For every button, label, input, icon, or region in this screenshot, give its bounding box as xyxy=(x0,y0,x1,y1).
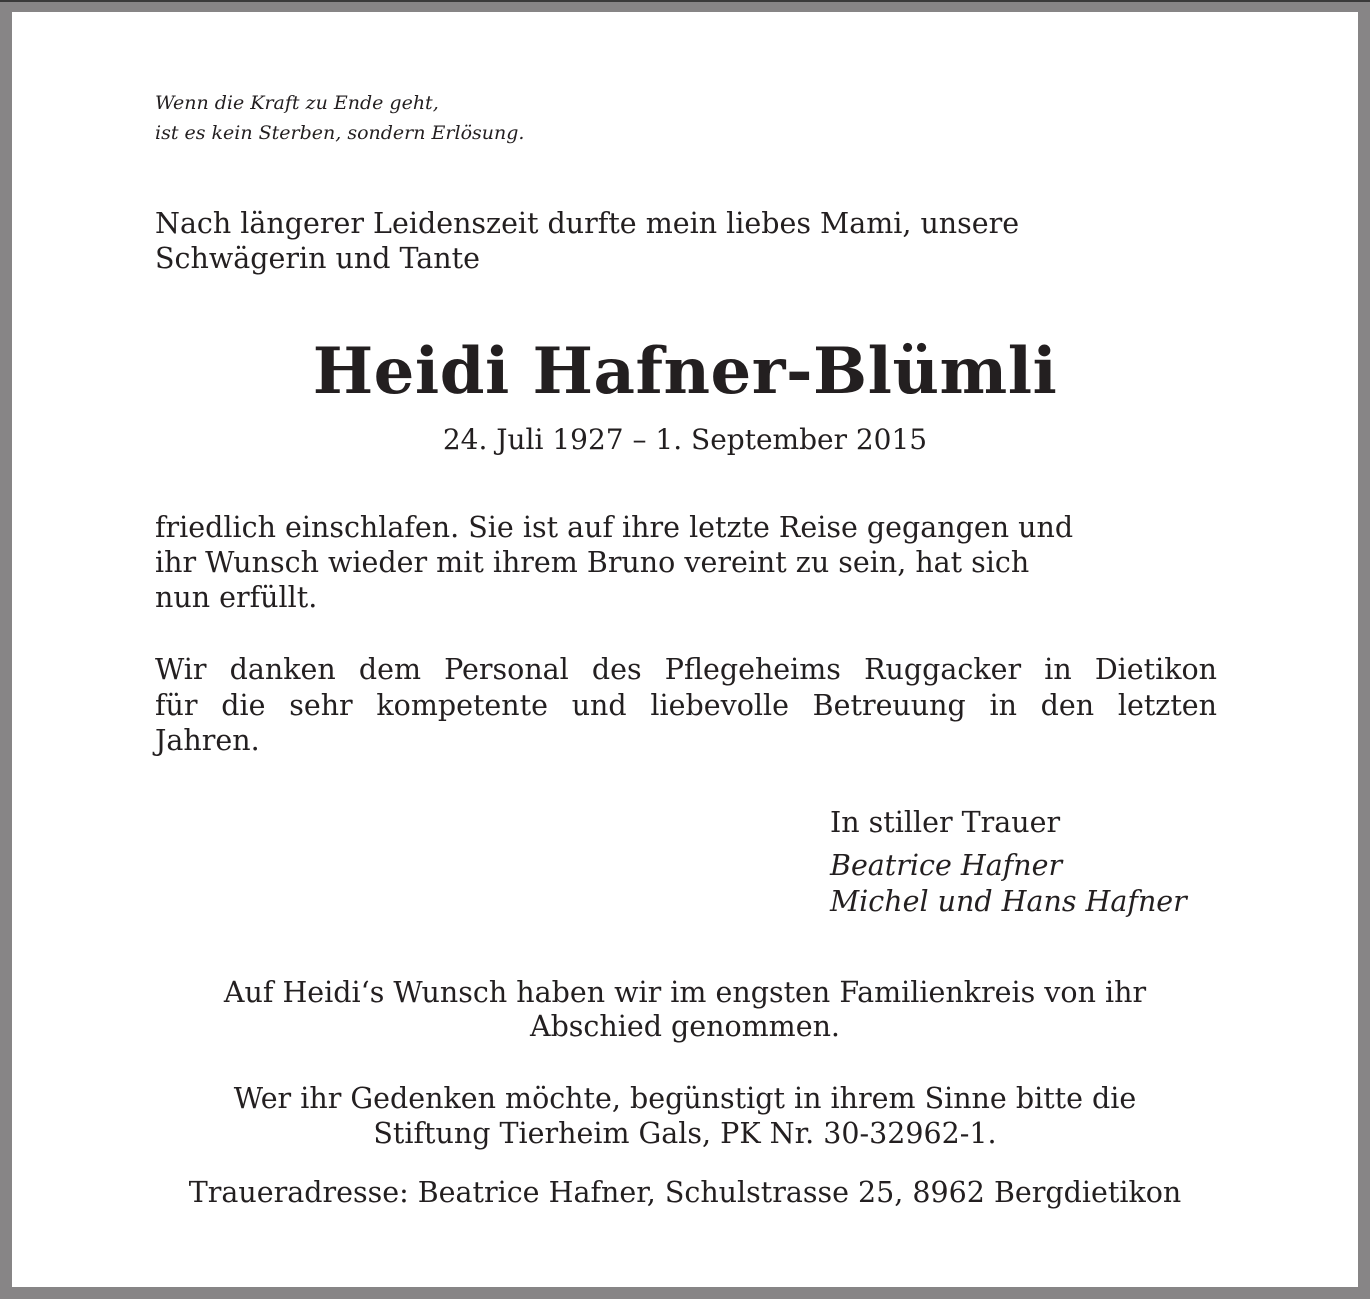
paragraph-line: für die sehr kompetente und liebevolle Betreuung in den letzten xyxy=(155,689,1217,722)
signature-name: Beatrice Hafner xyxy=(830,849,1063,882)
notice-line: Auf Heidi‘s Wunsch haben wir im engsten Familienkreis von ihr xyxy=(223,976,1147,1009)
signature-name: Michel und Hans Hafner xyxy=(830,885,1187,918)
mourning-address: Traueradresse: Beatrice Hafner, Schulstrasse 25, 8962 Bergdietikon xyxy=(188,1176,1182,1209)
signature-heading: In stiller Trauer xyxy=(830,806,1061,839)
paragraph-line: Jahren. xyxy=(155,724,260,757)
paragraph-line: Wir danken dem Personal des Pflegeheims Ruggacker in Dietikon xyxy=(155,653,1217,686)
deceased-name: Heidi Hafner-Blümli xyxy=(312,334,1058,409)
notice-line: Abschied genommen. xyxy=(529,1010,840,1043)
paragraph-line: ihr Wunsch wieder mit ihrem Bruno vereint zu sein, hat sich xyxy=(155,546,1030,579)
quote-line: ist es kein Sterben, sondern Erlösung. xyxy=(155,122,525,144)
donation-line: Wer ihr Gedenken möchte, begünstigt in ihrem Sinne bitte die xyxy=(233,1082,1137,1115)
paragraph-line: nun erfüllt. xyxy=(155,581,318,614)
window-top-border xyxy=(0,0,1370,2)
intro-line: Nach längerer Leidenszeit durfte mein liebes Mami, unsere xyxy=(155,207,1020,240)
quote-line: Wenn die Kraft zu Ende geht, xyxy=(155,92,439,114)
life-dates: 24. Juli 1927 – 1. September 2015 xyxy=(442,423,928,456)
paragraph-line: friedlich einschlafen. Sie ist auf ihre letzte Reise gegangen und xyxy=(155,511,1074,544)
obituary-page xyxy=(12,12,1358,1287)
intro-line: Schwägerin und Tante xyxy=(155,242,480,275)
donation-line: Stiftung Tierheim Gals, PK Nr. 30-32962-1. xyxy=(373,1117,997,1150)
